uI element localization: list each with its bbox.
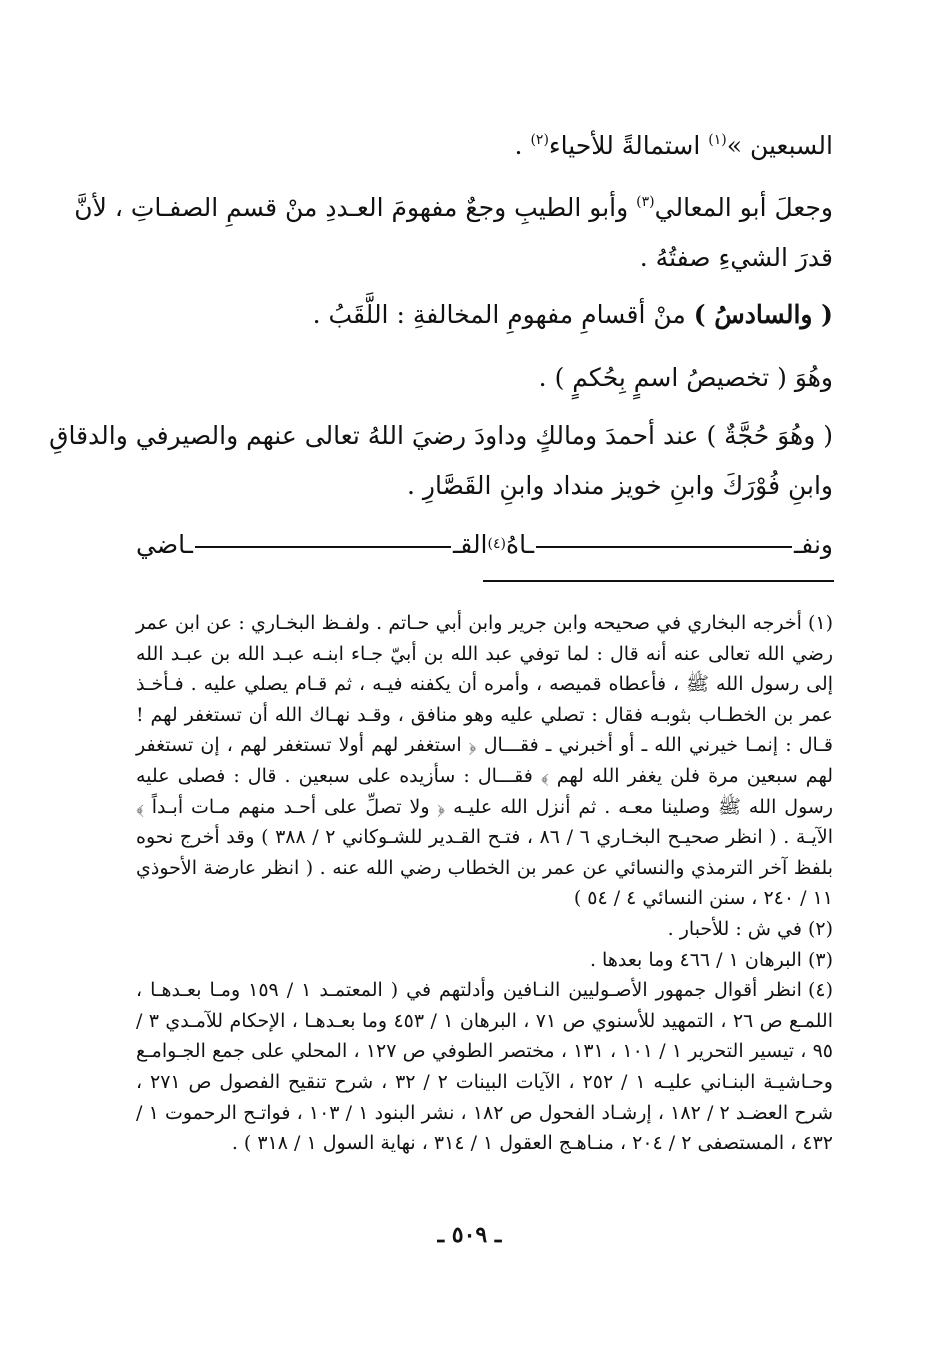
main-text-line-5: وهُوَ ( تخصيصُ اسمٍ بِحُكمٍ ) . [538, 363, 833, 392]
footnote-number: (٣) [807, 948, 833, 971]
footnote-ref-2: (٢) [530, 132, 549, 148]
main-text-line-7: وابنِ فُوْرَكَ وابنِ خويز منداد وابنِ القَصَّارِ . [407, 471, 833, 500]
main-text-fragment: منْ أقسامِ مفهومِ المخالفةِ : اللَّقَبُ . [312, 300, 694, 329]
footnote-ref-3: (٣) [636, 194, 655, 210]
main-text-line-3: قدرَ الشيءِ صفتُهُ . [639, 243, 833, 272]
main-text-fragment: ونفـ [793, 529, 833, 559]
footnote-3 [136, 945, 833, 976]
main-text-line-2 [74, 190, 833, 226]
main-text-line-1 [136, 128, 833, 164]
footnote-4 [136, 975, 833, 1159]
footnote-1 [136, 608, 833, 914]
main-text-fragment: ـاهُ [505, 529, 535, 559]
main-text-fragment: القـ [452, 529, 488, 559]
main-text-line-4 [136, 297, 833, 333]
main-text-line-8: ونفـ ـاهُ (٤) القـ ـاضي [136, 529, 833, 559]
main-text-fragment: استمالةً للأحياء [548, 131, 709, 160]
footnote-text: البرهان ١ / ٤٦٦ وما بعدها . [589, 948, 802, 971]
kashida-stretch [195, 546, 451, 548]
footnote-2 [136, 914, 833, 945]
main-text-line-6: ( وهُوَ حُجَّةٌ ) عند أحمدَ ومالكٍ وداودَ رضيَ اللهُ تعالى عنهم والصيرفي والدقاقِ [49, 421, 833, 450]
footnotes-section [136, 608, 833, 1159]
footnote-divider [483, 580, 834, 582]
footnote-ref-1: (١) [708, 132, 727, 148]
footnote-number: (٢) [807, 917, 833, 940]
page-number: ـ ٥٠٩ ـ [437, 1222, 502, 1248]
main-text-fragment: السبعين » [726, 131, 833, 160]
footnote-text: في ش : للأحبار . [667, 917, 802, 940]
section-heading-sixth: ( والسادسُ ) [693, 300, 833, 329]
main-text-fragment: ـاضي [136, 529, 194, 559]
main-text-fragment: وأبو الطيبِ وجعٌ مفهومَ العـددِ منْ قسمِ الصفـاتِ ، لأنَّ [74, 193, 637, 222]
footnote-text: انظر أقوال جمهور الأصـوليين النـافين وأدلتهم في ( المعتمـد ١ / ١٥٩ ومـا بعـدهـا ، اللمـع ص ٢٦ ، التمهيد للأسنوي ص ٧١ ، البرهان ١ / ٤٥٣ وما بعـدهـا ، الإحكام للآمـدي ٣ / ٩٥ ، تيسير التحرير ١ / ١٠١ ، ١٣١ ، مختصر الطوفي ص ١٢٧ ، المحلي على جمع الجـوامـع وحـاشيـة البنـاني عليـه ١ / ٢٥٢ ، الآيات البينات ٢ / ٣٢ ، شرح تنقيح الفصول ص ٢٧١ ، شرح العضـد ٢ / ١٨٢ ، إرشـاد الفحول ص ١٨٢ ، نشر البنود ١ / ١٠٣ ، فواتـح الرحموت ١ / ٤٣٢ ، المستصفى ٢ / ٢٠٤ ، منـاهـج العقول ١ / ٣١٤ ، نهاية السول ١ / ٣١٨ ) . [136, 979, 834, 1155]
footnote-number: (٤) [807, 979, 833, 1002]
main-text-fragment: وجعلَ أبو المعالي [654, 193, 833, 222]
footnote-text: أخرجه البخاري في صحيحه وابن جرير وابن أبي حـاتم . ولفـظ البخـاري : عن ابن عمر رضي الله تعالى عنه أنه قال : لما توفي عبد الله بن أبيّ جـاء ابنـه عبـد الله بن عبـد الله إلى رسول الله ﷺ ، فأعطاه قميصه ، وأمره أن يكفنه فيـه ، ثم قـام يصلي عليه . فـأخـذ عمر بن الخطـاب بثوبـه فقال : تصلي عليه وهو منافق ، وقـد نهـاك الله أن تستغفر لهم ! قـال : إنمـا خيرني الله ـ أو أخبرني ـ فقـــال ﴿ استغفر لهم أولا تستغفر لهم ، إن تستغفر لهم سبعين مرة فلن يغفر الله لهم ﴾ فقـــال : سأزيده على سبعين . قال : فصلى عليه رسول الله ﷺ وصلينا معـه . ثم أنزل الله عليـه ﴿ ولا تصلِّ على أحـد منهم مـات أبـداً ﴾ الآيـة . ( انظر صحيـح البخـاري ٦ / ٨٦ ، فتـح القـدير للشـوكاني ٢ / ٣٨٨ ) وقد أخرج نحوه بلفظ آخر الترمذي والنسائي عن عمر بن الخطاب رضي الله عنه . ( انظر عارضة الأحوذي ١١ / ٢٤٠ ، سنن النسائي ٤ / ٥٤ ) [136, 612, 834, 910]
main-text-fragment: . [514, 131, 531, 160]
kashida-stretch [536, 546, 792, 548]
footnote-number: (١) [807, 612, 833, 634]
